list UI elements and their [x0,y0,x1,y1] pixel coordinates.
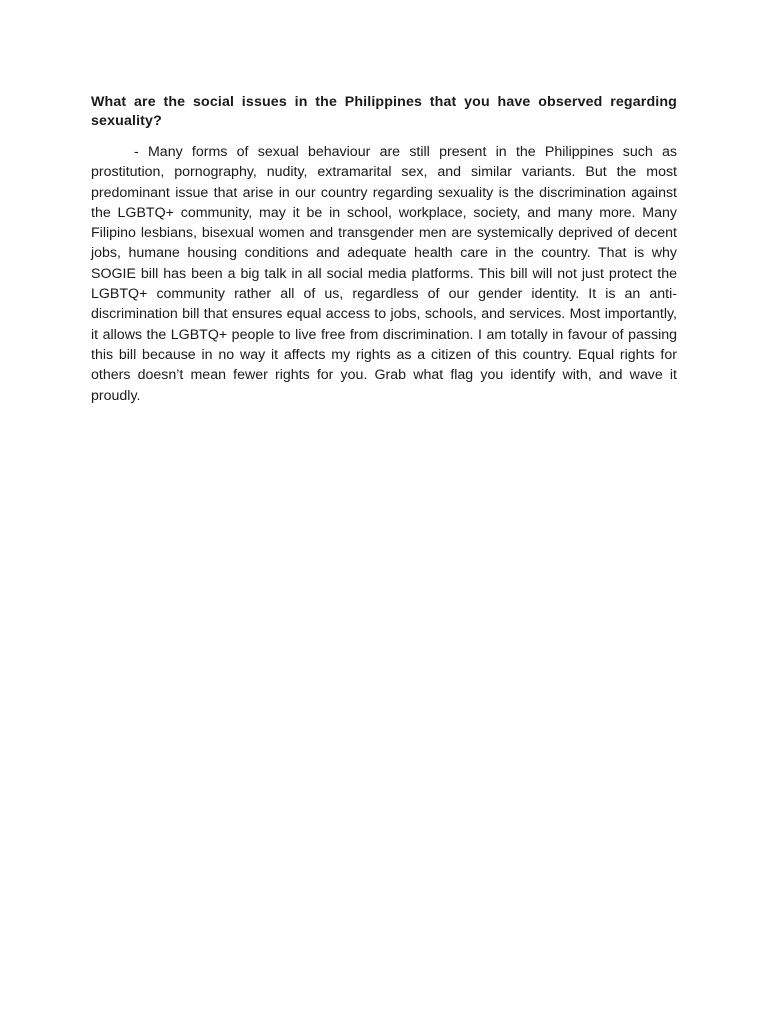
answer-paragraph: - Many forms of sexual behaviour are still present in the Philippines such as prostitution, pornography, nudity, extramarital sex, and similar variants. But the most predominant issue that arise in our country regarding sexuality is the discrimination against the LGBTQ+ community, may it be in school, workplace, society, and many more. Many Filipino lesbians, bisexual women and transgender men are systemically deprived of decent jobs, humane housing conditions and adequate health care in the country. That is why SOGIE bill has been a big talk in all social media platforms. This bill will not just protect the LGBTQ+ community rather all of us, regardless of our gender identity. It is an anti-discrimination bill that ensures equal access to jobs, schools, and services. Most importantly, it allows the LGBTQ+ people to live free from discrimination. I am totally in favour of passing this bill because in no way it affects my rights as a citizen of this country. Equal rights for others doesn’t mean fewer rights for you. Grab what flag you identify with, and wave it proudly. [91,144,677,404]
document-body [91,93,677,406]
question-heading: What are the social issues in the Philippines that you have observed regarding sexuality? [91,94,677,129]
